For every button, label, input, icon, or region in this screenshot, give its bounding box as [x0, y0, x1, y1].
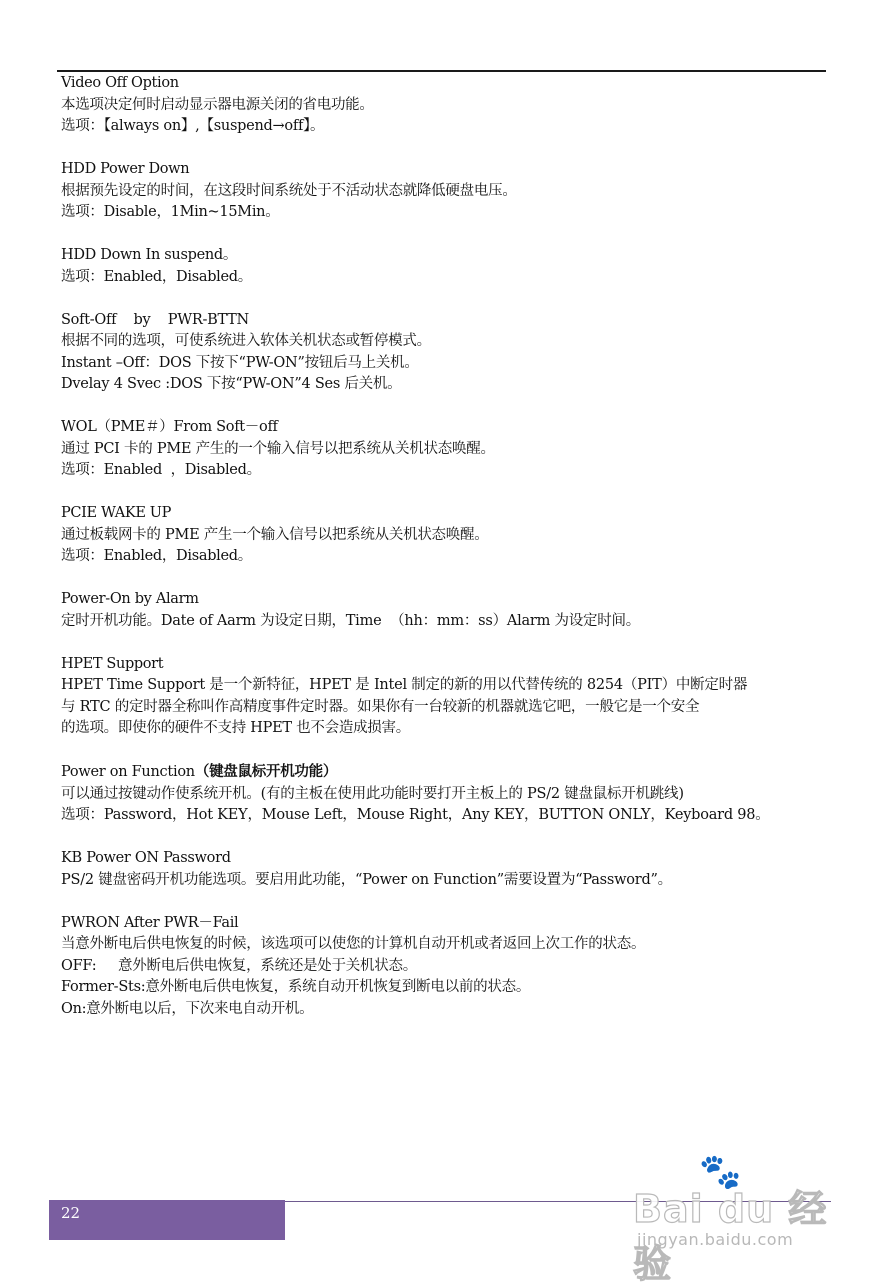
section-heading: PCIE WAKE UP [61, 505, 172, 521]
section-heading: KB Power ON Password [61, 850, 231, 866]
section-heading: PWRON After PWR－Fail [61, 914, 239, 931]
text-line: HPET Time Support 是一个新特征，HPET 是 Intel 制定的新的用以代替传统的 8254（PIT）中断定时器 [61, 677, 748, 693]
section-video-off-option [61, 73, 831, 138]
text-line: 选项：Enabled ，Disabled。 [61, 462, 261, 478]
section-pwron-after-pwr-fail [61, 913, 831, 1021]
paw-icon: 🐾 [699, 1152, 742, 1192]
text-line: 定时开机功能。Date of Aarm 为设定日期，Time （hh：mm：ss）Alarm 为设定时间。 [61, 612, 641, 629]
footer-page-box [49, 1200, 285, 1240]
section-heading: Video Off Option [61, 75, 179, 91]
section-power-on-by-alarm [61, 589, 831, 632]
text-line: 选项：Disable，1Min~15Min。 [61, 204, 280, 220]
text-line: On:意外断电以后，下次来电自动开机。 [61, 1000, 314, 1017]
text-line: Dvelay 4 Svec :DOS 下按“PW-ON”4 Ses 后关机。 [61, 376, 402, 392]
section-pcie-wake-up [61, 503, 831, 568]
section-heading [61, 761, 831, 784]
header-rule [57, 70, 826, 72]
text-line: 本选项决定何时启动显示器电源关闭的省电功能。 [61, 96, 374, 113]
heading-bold-suffix: （键盘鼠标开机功能） [194, 763, 338, 780]
text-line: 选项：【always on】,【suspend→off】。 [61, 118, 325, 134]
section-power-on-function [61, 761, 831, 827]
text-line: 根据不同的选项，可使系统进入软体关机状态或暂停模式。 [61, 333, 431, 349]
text-line: 与 RTC 的定时器全称叫作高精度事件定时器。如果你有一台较新的机器就选它吧，一般它是一个安全 [61, 698, 700, 715]
section-heading: HDD Down In suspend。 [61, 247, 238, 263]
section-heading: WOL（PME＃）From Soft－off [61, 419, 278, 435]
heading-prefix: Power on Function [61, 764, 195, 780]
baidu-jingyan-watermark [625, 1150, 840, 1286]
text-line: 选项：Enabled，Disabled。 [61, 268, 252, 285]
text-line: 的选项。即使你的硬件不支持 HPET 也不会造成损害。 [61, 720, 410, 736]
section-hdd-down-in-suspend [61, 245, 831, 288]
text-line: Instant –Off：DOS 下按下“PW-ON”按钮后马上关机。 [61, 354, 419, 371]
page-number: 22 [61, 1204, 81, 1222]
text-line: 选项：Password，Hot KEY，Mouse Left，Mouse Right，Any KEY，BUTTON ONLY，Keyboard 98。 [61, 807, 770, 823]
text-line: PS/2 键盘密码开机功能选项。要启用此功能，“Power on Function”需要设置为“Password”。 [61, 871, 672, 888]
text-line: 当意外断电后供电恢复的时候，该选项可以使您的计算机自动开机或者返回上次工作的状态。 [61, 936, 646, 952]
watermark-url: jingyan.baidu.com [637, 1230, 794, 1249]
section-wol-pme [61, 417, 831, 482]
section-hdd-power-down [61, 159, 831, 224]
section-heading: HDD Power Down [61, 161, 190, 177]
text-line: Former-Sts:意外断电后供电恢复，系统自动开机恢复到断电以前的状态。 [61, 979, 531, 995]
section-heading: Soft-Off by PWR-BTTN [61, 311, 249, 328]
text-line: 通过板载网卡的 PME 产生一个输入信号以把系统从关机状态唤醒。 [61, 526, 489, 543]
section-kb-power-on-password [61, 848, 831, 891]
text-line: 通过 PCI 卡的 PME 产生的一个输入信号以把系统从关机状态唤醒。 [61, 440, 495, 457]
section-hpet-support [61, 654, 831, 740]
text-line: 根据预先设定的时间，在这段时间系统处于不活动状态就降低硬盘电压。 [61, 182, 517, 199]
text-line: OFF: 意外断电后供电恢复，系统还是处于关机状态。 [61, 957, 417, 974]
section-heading: Power-On by Alarm [61, 591, 199, 607]
document-body [61, 73, 831, 1042]
section-heading: HPET Support [61, 655, 164, 672]
text-line: 可以通过按键动作使系统开机。(有的主板在使用此功能时要打开主板上的 PS/2 键盘鼠标开机跳线) [61, 785, 684, 802]
text-line: 选项：Enabled，Disabled。 [61, 548, 252, 564]
section-soft-off-by-pwr-bttn [61, 310, 831, 396]
watermark-logo: Bai du 经验 [633, 1187, 828, 1286]
